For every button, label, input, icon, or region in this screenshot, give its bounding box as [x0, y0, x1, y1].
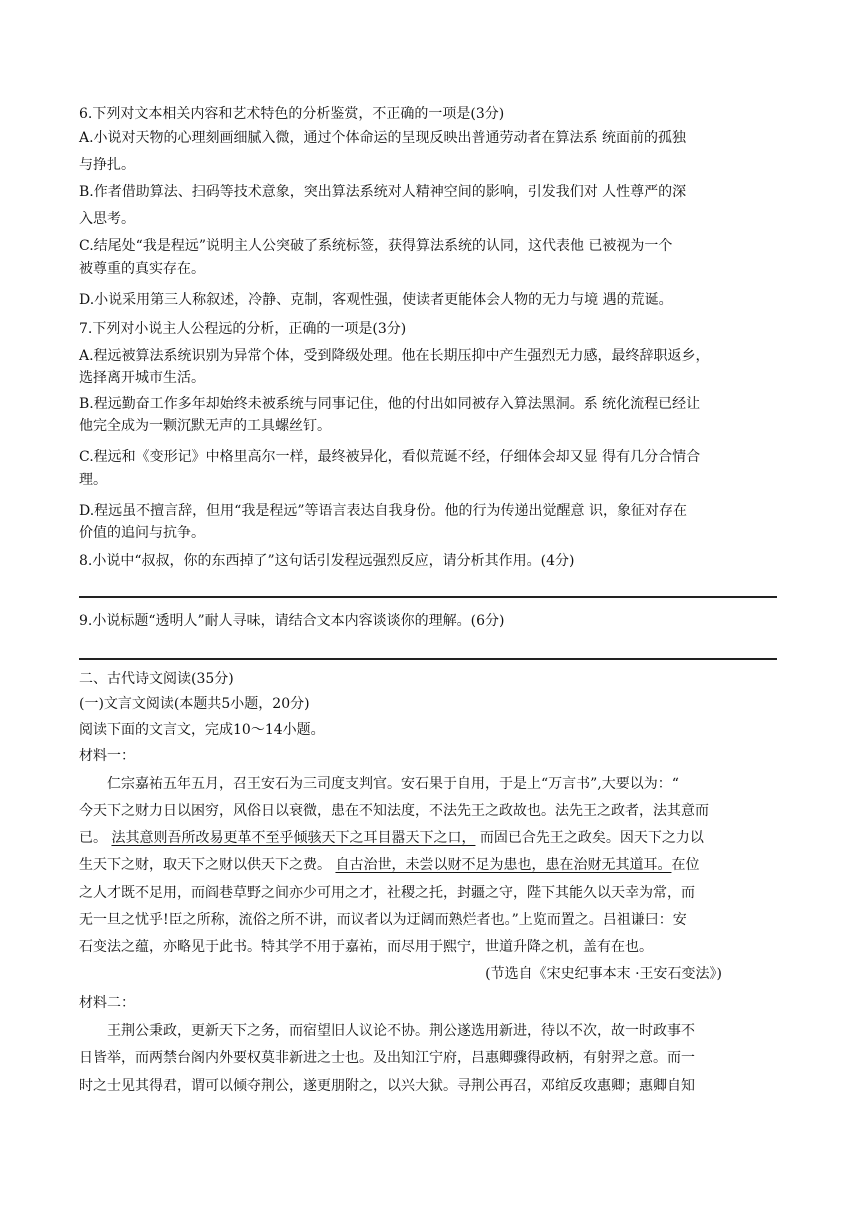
q7-option-d: D.程远虽不擅言辞，但用“我是程远”等语言表达自我身份。他的行为传递出觉醒意 识，象征对存在	[79, 503, 687, 519]
q6-option-c-cont: 被尊重的真实存在。	[79, 261, 205, 277]
emphasis-dot-char: 封	[457, 885, 471, 901]
emphasis-dot-char: 再	[499, 1078, 513, 1094]
material-2-line-2: 日皆举，而两禁台阁内外要权莫非新进之士也。及出知江宁府，吕惠卿骤得政柄，有射羿之意。而一	[79, 1050, 695, 1066]
material-1-line-7: 石变法之蕴，亦略见于此书。特其学不用于嘉祐，而尽用于熙宁，世道升降之机，盖有在也。	[79, 939, 653, 955]
section-title: 二、古代诗文阅读(35分)	[79, 671, 234, 687]
material-1-label: 材料一：	[79, 748, 135, 764]
material-1-line-5: 之人才既不足用，而阎巷草野之间亦少可用之才，社稷之托，封疆之守，陛下其能久以天幸为常，而	[79, 885, 695, 901]
q7-option-c-cont: 理。	[79, 472, 107, 488]
underlined-sentence-2: 自古治世，未尝以财不足为患也，患在治财无其道耳。	[335, 857, 672, 873]
q6-option-a-cont: 与挣扎。	[79, 157, 135, 173]
q9-answer-line	[79, 658, 777, 660]
q9-stem: 9.小说标题“透明人”耐人寻味，请结合文本内容谈谈你的理解。(6分)	[79, 613, 505, 629]
q7-option-d-cont: 价值的追问与抗争。	[79, 525, 205, 541]
q6-option-c: C.结尾处“我是程远”说明主人公突破了系统标签，获得算法系统的认同，这代表他 已被视为一个	[79, 238, 673, 254]
material-1-line-2: 今天下之财力日以困穷，风俗日以衰微，患在不知法度，不法先王之政故也。法先王之政者，法其意而	[79, 803, 709, 819]
q8-stem: 8.小说中“叔叔，你的东西掉了”这句话引发程远强烈反应，请分析其作用。(4分)	[79, 553, 575, 569]
material-2-line-1: 王荆公秉政，更新天下之务，而宿望旧人议论不协。荆公遂选用新进，待以不次，故一时政事不	[107, 1023, 695, 1039]
q7-option-b: B.程远勤奋工作多年却始终未被系统与同事记住，他的付出如同被存入算法黑洞。系 统化流程已经让	[79, 396, 701, 412]
q7-stem: 7.下列对小说主人公程远的分析，正确的一项是(3分)	[79, 321, 407, 337]
underlined-sentence-1: 法其意则吾所改易更革不至乎倾骇天下之耳目嚣天下之口，	[111, 830, 476, 846]
material-1-source: (节选自《宋史纪事本末 ·王安石变法》)	[485, 966, 722, 982]
material-1-line-4: 生天下之财，取天下之财以供天下之费。 自古治世，未尝以财不足为患也，患在治财无其道耳。在位	[79, 857, 700, 873]
q7-option-c: C.程远和《变形记》中格里高尔一样，最终被异化，看似荒诞不经，仔细体会却又显 得有几分合情合	[79, 449, 701, 465]
q6-option-b: B.作者借助算法、扫码等技术意象，突出算法系统对人精神空间的影响，引发我们对 人性尊严的深	[79, 184, 687, 200]
q8-answer-line	[79, 596, 777, 598]
material-1-line-3: 已。 法其意则吾所改易更革不至乎倾骇天下之耳目嚣天下之口， 而固已合先王之政矣。因天下之力以	[79, 830, 704, 846]
emphasis-dot-char: 置	[560, 912, 575, 928]
reading-instruction: 阅读下面的文言文，完成10～14小题。	[79, 722, 325, 738]
q7-option-a-cont: 选择离开城市生活。	[79, 370, 205, 386]
q7-option-a: A.程远被算法系统识别为异常个体，受到降级处理。他在长期压抑中产生强烈无力感，最终辞职返乡，	[79, 348, 710, 364]
material-2-line-3: 时之士见其得君，谓可以倾夺荆公，遂更朋附之，以兴大狱。寻荆公再召，邓绾反攻惠卿；惠卿自知	[79, 1078, 695, 1094]
q6-stem: 6.下列对文本相关内容和艺术特色的分析鉴赏，不正确的一项是(3分)	[79, 106, 505, 122]
q7-option-b-cont: 他完全成为一颗沉默无声的工具螺丝钉。	[79, 418, 331, 434]
q6-option-d: D.小说采用第三人称叙述，冷静、克制，客观性强，使读者更能体会人物的无力与境 遇的荒诞。	[79, 292, 673, 308]
material-2-label: 材料二：	[79, 995, 135, 1011]
q6-option-a: A.小说对天物的心理刻画细腻入微，通过个体命运的呈现反映出普通劳动者在算法系 统面前的孤独	[79, 130, 687, 146]
material-1-line-6: 无一旦之忧乎!臣之所称，流俗之所不讲，而议者以为迂阔而熟烂者也。”上览而置之。吕祖谦曰：安	[79, 912, 687, 928]
q6-option-b-cont: 入思考。	[79, 211, 135, 227]
subsection-title: (一)文言文阅读(本题共5小题，20分)	[79, 696, 310, 712]
material-1-line-1: 仁宗嘉祐五年五月，召王安石为三司度支判官。安石果于自用，于是上“万言书”,大要以为：“	[107, 776, 679, 792]
